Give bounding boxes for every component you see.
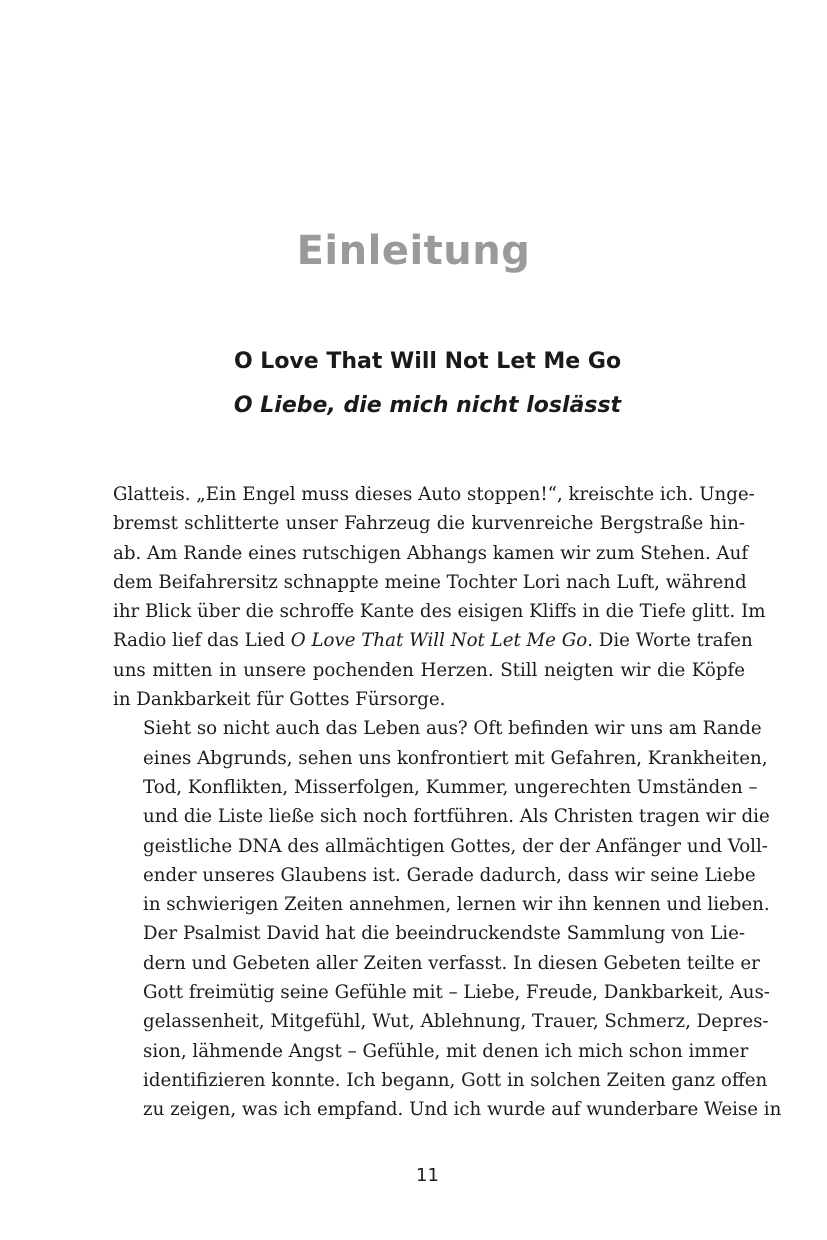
text-line: identifizieren konnte. Ich begann, Gott in solchen Zeiten ganz offen — [143, 1069, 768, 1091]
text-line: eines Abgrunds, sehen uns konfrontiert mit Gefahren, Krankheiten, — [143, 747, 768, 769]
text-line: uns mitten in unsere pochenden Herzen. Still neigten wir die Köpfe — [113, 659, 745, 681]
text-line: in schwierigen Zeiten annehmen, lernen wir ihn kennen und lieben. — [143, 894, 770, 916]
text-line: in Dankbarkeit für Gottes Fürsorge. — [113, 689, 446, 711]
paragraph — [113, 919, 782, 1124]
text-line: ihr Blick über die schroffe Kante des eisigen Kliffs in die Tiefe glitt. Im — [113, 601, 766, 623]
text-line: ab. Am Rande eines rutschigen Abhangs kamen wir zum Stehen. Auf — [113, 542, 749, 564]
text-line: Sieht so nicht auch das Leben aus? Oft befinden wir uns am Rande — [143, 718, 762, 740]
text-line: Radio lief das Lied O Love That Will Not Let Me Go. Die Worte trafen — [113, 630, 753, 652]
text-line: dem Beifahrersitz schnappte meine Tochter Lori nach Luft, während — [113, 571, 747, 593]
text-line: ender unseres Glaubens ist. Gerade dadurch, dass wir seine Liebe — [143, 864, 756, 886]
page-number: 11 — [416, 1165, 439, 1186]
text-line: Glatteis. „Ein Engel muss dieses Auto stoppen!“, kreischte ich. Unge- — [113, 484, 755, 505]
chapter-subtitle-german: O Liebe, die mich nicht loslässt — [233, 393, 622, 418]
paragraph — [113, 480, 766, 714]
text-line: Tod, Konflikten, Misserfolgen, Kummer, ungerechten Umständen – — [143, 776, 758, 798]
text-line: Der Psalmist David hat die beeindruckendste Sammlung von Lie- — [143, 923, 745, 945]
text-line: und die Liste ließe sich noch fortführen. Als Christen tragen wir die — [143, 806, 770, 828]
text-line: bremst schlitterte unser Fahrzeug die kurvenreiche Bergstraße hin- — [113, 513, 745, 535]
song-title: O Love That Will Not Let Me Go — [290, 630, 588, 652]
body-text — [113, 480, 782, 1125]
chapter-subtitle-english: O Love That Will Not Let Me Go — [233, 349, 622, 374]
text-line: sion, lähmende Angst – Gefühle, mit denen ich mich schon immer — [143, 1040, 749, 1062]
text-line: geistliche DNA des allmächtigen Gottes, der der Anfänger und Voll- — [143, 835, 768, 857]
text-line: gelassenheit, Mitgefühl, Wut, Ablehnung, Trauer, Schmerz, Depres- — [143, 1011, 769, 1033]
text-line: zu zeigen, was ich empfand. Und ich wurde auf wunderbare Weise in — [143, 1099, 782, 1121]
paragraph — [113, 714, 770, 919]
text-line: dern und Gebeten aller Zeiten verfasst. In diesen Gebeten teilte er — [143, 952, 760, 974]
chapter-title: Einleitung — [296, 228, 531, 274]
text-line: Gott freimütig seine Gefühle mit – Liebe, Freude, Dankbarkeit, Aus- — [143, 982, 770, 1004]
